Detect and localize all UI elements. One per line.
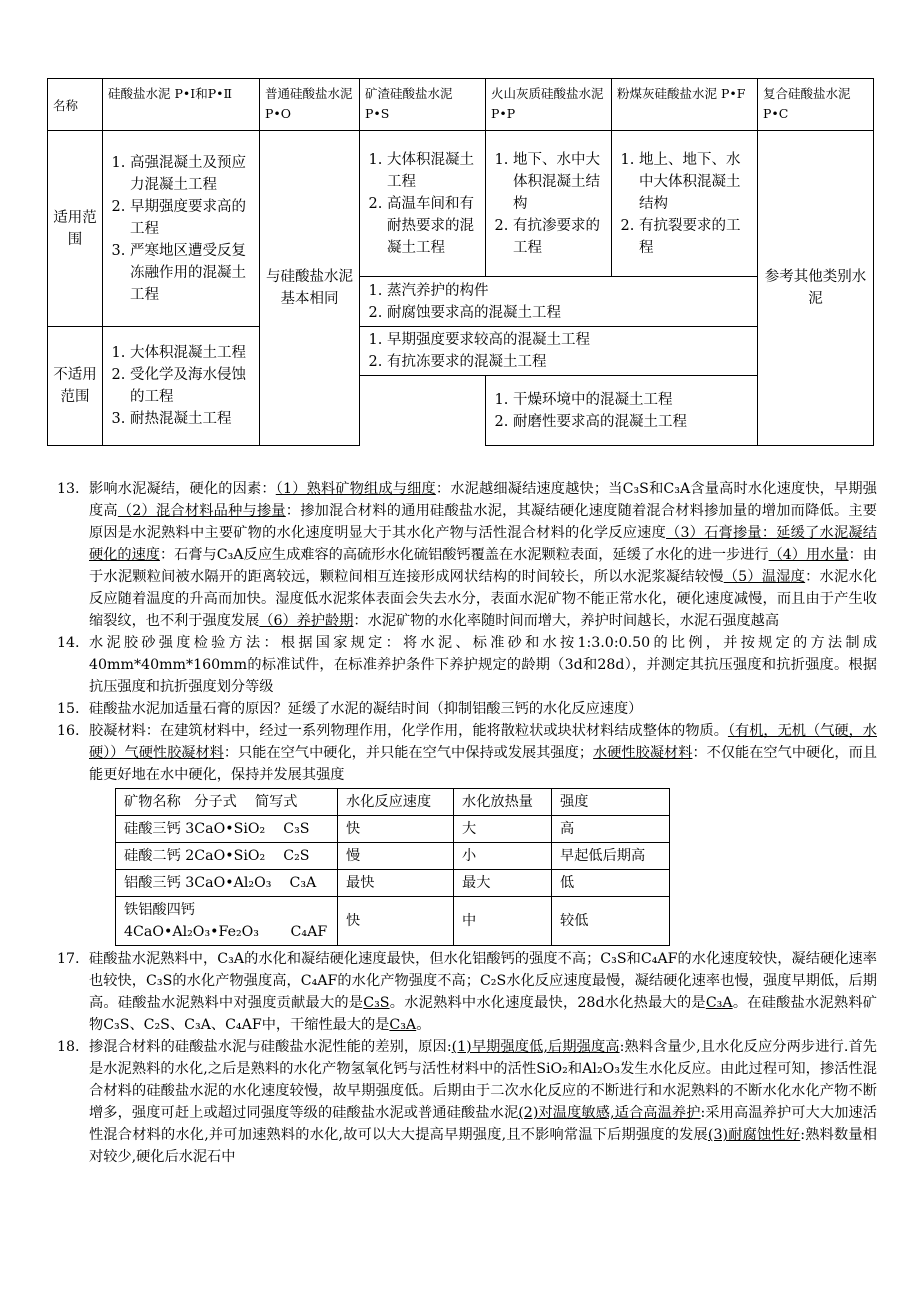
header-col6: 复合硅酸盐水泥 P•C (758, 79, 874, 131)
table-row: 硅酸三钙 3CaO•SiO₂ C₃S 快 大 高 (116, 816, 670, 843)
shared-not-applicable-2-cell (486, 376, 758, 446)
paragraph-number: 18. (57, 1039, 80, 1055)
col3-applicable-list (365, 149, 480, 259)
mineral-table-header: 矿物名称 分子式 简写式 水化反应速度 水化放热量 强度 (116, 789, 670, 816)
shared-not-applicable-2-list (491, 389, 752, 433)
col3-empty-cell (360, 376, 486, 446)
list-item: 1. 早期强度要求较高的混凝土工程 (387, 329, 752, 351)
body-text (57, 478, 877, 1168)
list-item: 2. 有抗冻要求的混凝土工程 (387, 351, 752, 373)
list-item: 3. 严寒地区遭受反复冻融作用的混凝土工程 (130, 240, 254, 306)
paragraph-14: 14. 水泥胶砂强度检验方法：根据国家规定：将水泥、标准砂和水按1:3.0:0.50的比例，并按规定的方法制成40mm*40mm*160mm的标准试件，在标准养护条件下养护规定的龄期（3d和28d），并测定其抗压强度和抗折强度。根据抗压强度和抗折强度划分等级 (57, 632, 877, 698)
applicable-range-label: 适用范围 (48, 131, 103, 327)
table-row: 铁铝酸四钙 4CaO•Al₂O₃•Fe₂O₃ C₄AF 快 中 较低 (116, 897, 670, 946)
paragraph-number: 13. (57, 481, 80, 497)
header-col2: 普通硅酸盐水泥 P•O (260, 79, 360, 131)
list-item: 2. 耐磨性要求高的混凝土工程 (513, 411, 752, 433)
header-col1: 硅酸盐水泥 P•Ⅰ和P•Ⅱ (103, 79, 260, 131)
col4-applicable-cell (486, 131, 612, 277)
list-item: 1. 大体积混凝土工程 (130, 342, 254, 364)
paragraph-number: 16. (57, 723, 80, 739)
list-item: 1. 高强混凝土及预应力混凝土工程 (130, 152, 254, 196)
col1-not-applicable-list (108, 342, 254, 430)
col1-not-applicable-cell (103, 327, 260, 446)
paragraph-17: 17. 硅酸盐水泥熟料中，C₃A的水化和凝结硬化速度最快，但水化铝酸钙的强度不高；C₃S和C₄AF的水化速度较快，凝结硬化速率也较快，C₃S的水化产物强度高，C₄AF的水化产物强度不高；C₂S水化反应速度最慢，凝结硬化速率也慢，强度早期低，后期高。硅酸盐水泥熟料中对强度贡献最大的是C₃S。水泥熟料中水化速度最快，28d水化热最大的是C₃A。在硅酸盐水泥熟料矿物C₃S、C₂S、C₃A、C₄AF中，干缩性最大的是C₃A。 (57, 948, 877, 1036)
table-row: 铝酸三钙 3CaO•Al₂O₃ C₃A 最快 最大 低 (116, 870, 670, 897)
paragraph-13: 13. 影响水泥凝结，硬化的因素：（1）熟料矿物组成与细度：水泥越细凝结速度越快；当C₃S和C₃A含量高时水化速度快，早期强度高（2）混合材料品种与掺量：掺加混合材料的通用硅酸盐水泥，其凝结硬化速度随着混合材料掺加量的增加而降低。主要原因是水泥熟料中主要矿物的水化速度明显大于其水化产物与活性混合材料的化学反应速度（3）石膏掺量：延缓了水泥凝结硬化的速度：石膏与C₃A反应生成难容的高硫形水化硫铝酸钙覆盖在水泥颗粒表面，延缓了水化的进一步进行（4）用水量：由于水泥颗粒间被水隔开的距离较远，颗粒间相互连接形成网状结构的时间较长，所以水泥浆凝结较慢（5）温湿度：水泥水化反应随着温度的升高而加快。湿度低水泥浆体表面会失去水分，表面水泥矿物不能正常水化，硬化速度减慢，而且由于产生收缩裂纹，也不利于强度发展（6）养护龄期：水泥矿物的水化率随时间而增大，养护时间越长，水泥石强度越高 (57, 478, 877, 632)
shared-not-applicable-cell (360, 327, 758, 376)
mineral-table (115, 788, 670, 946)
col6-cell: 参考其他类别水泥 (758, 131, 874, 446)
shared-not-applicable-list (365, 329, 752, 373)
col1-applicable-list (108, 152, 254, 306)
header-col3: 矿渣硅酸盐水泥 P•S (360, 79, 486, 131)
list-item: 3. 耐热混凝土工程 (130, 408, 254, 430)
col5-applicable-cell (612, 131, 758, 277)
paragraph-number: 15. (57, 701, 80, 717)
list-item: 2. 有抗渗要求的工程 (513, 215, 606, 259)
shared-applicable-list (365, 280, 752, 324)
header-col4: 火山灰质硅酸盐水泥 P•P (486, 79, 612, 131)
paragraph-16: 16. 胶凝材料：在建筑材料中，经过一系列物理作用，化学作用，能将散粒状或块状材料结成整体的物质。（有机，无机（气硬，水硬））气硬性胶凝材料：只能在空气中硬化，并只能在空气中保持或发展其强度；水硬性胶凝材料：不仅能在空气中硬化，而且能更好地在水中硬化，保持并发展其强度 (57, 720, 877, 786)
table-row: 硅酸二钙 2CaO•SiO₂ C₂S 慢 小 早起低后期高 (116, 843, 670, 870)
paragraph-18: 18. 掺混合材料的硅酸盐水泥与硅酸盐水泥性能的差别，原因:(1)早期强度低,后期强度高:熟料含量少,且水化反应分两步进行.首先是水泥熟料的水化,之后是熟料的水化产物氢氧化钙与活性材料中的活性SiO₂和Al₂O₃发生水化反应。由此过程可知，掺活性混合材料的硅酸盐水泥的水化速度较慢，故早期强度低。后期由于二次水化反应的不断进行和水泥熟料的不断水化水化产物不断增多，强度可赶上或超过同强度等级的硅酸盐水泥或普通硅酸盐水泥(2)对温度敏感,适合高温养护:采用高温养护可大大加速活性混合材料的水化,并可加速熟料的水化,故可以大大提高早期强度,且不影响常温下后期强度的发展(3)耐腐蚀性好:熟料数量相对较少,硬化后水泥石中 (57, 1036, 877, 1168)
shared-applicable-cell (360, 277, 758, 327)
header-col5: 粉煤灰硅酸盐水泥 P•F (612, 79, 758, 131)
paragraph-15: 15. 硅酸盐水泥加适量石膏的原因？延缓了水泥的凝结时间（抑制铝酸三钙的水化反应速度） (57, 698, 877, 720)
list-item: 2. 耐腐蚀要求高的混凝土工程 (387, 302, 752, 324)
col5-applicable-list (617, 149, 752, 259)
list-item: 1. 地下、水中大体积混凝土结构 (513, 149, 606, 215)
col3-applicable-cell (360, 131, 486, 277)
list-item: 2. 高温车间和有耐热要求的混凝土工程 (387, 193, 480, 259)
col2-cell: 与硅酸盐水泥基本相同 (260, 131, 360, 446)
list-item: 1. 地上、地下、水中大体积混凝土结构 (639, 149, 752, 215)
list-item: 1. 蒸汽养护的构件 (387, 280, 752, 302)
list-item: 1. 大体积混凝土工程 (387, 149, 480, 193)
list-item: 2. 早期强度要求高的工程 (130, 196, 254, 240)
not-applicable-range-label: 不适用范围 (48, 327, 103, 446)
list-item: 2. 有抗裂要求的工程 (639, 215, 752, 259)
col1-applicable-cell (103, 131, 260, 327)
list-item: 2. 受化学及海水侵蚀的工程 (130, 364, 254, 408)
paragraph-number: 17. (57, 951, 80, 967)
list-item: 1. 干燥环境中的混凝土工程 (513, 389, 752, 411)
paragraph-number: 14. (57, 635, 80, 651)
header-label: 名称 (48, 79, 103, 131)
col4-applicable-list (491, 149, 606, 259)
cement-comparison-table (47, 78, 874, 446)
